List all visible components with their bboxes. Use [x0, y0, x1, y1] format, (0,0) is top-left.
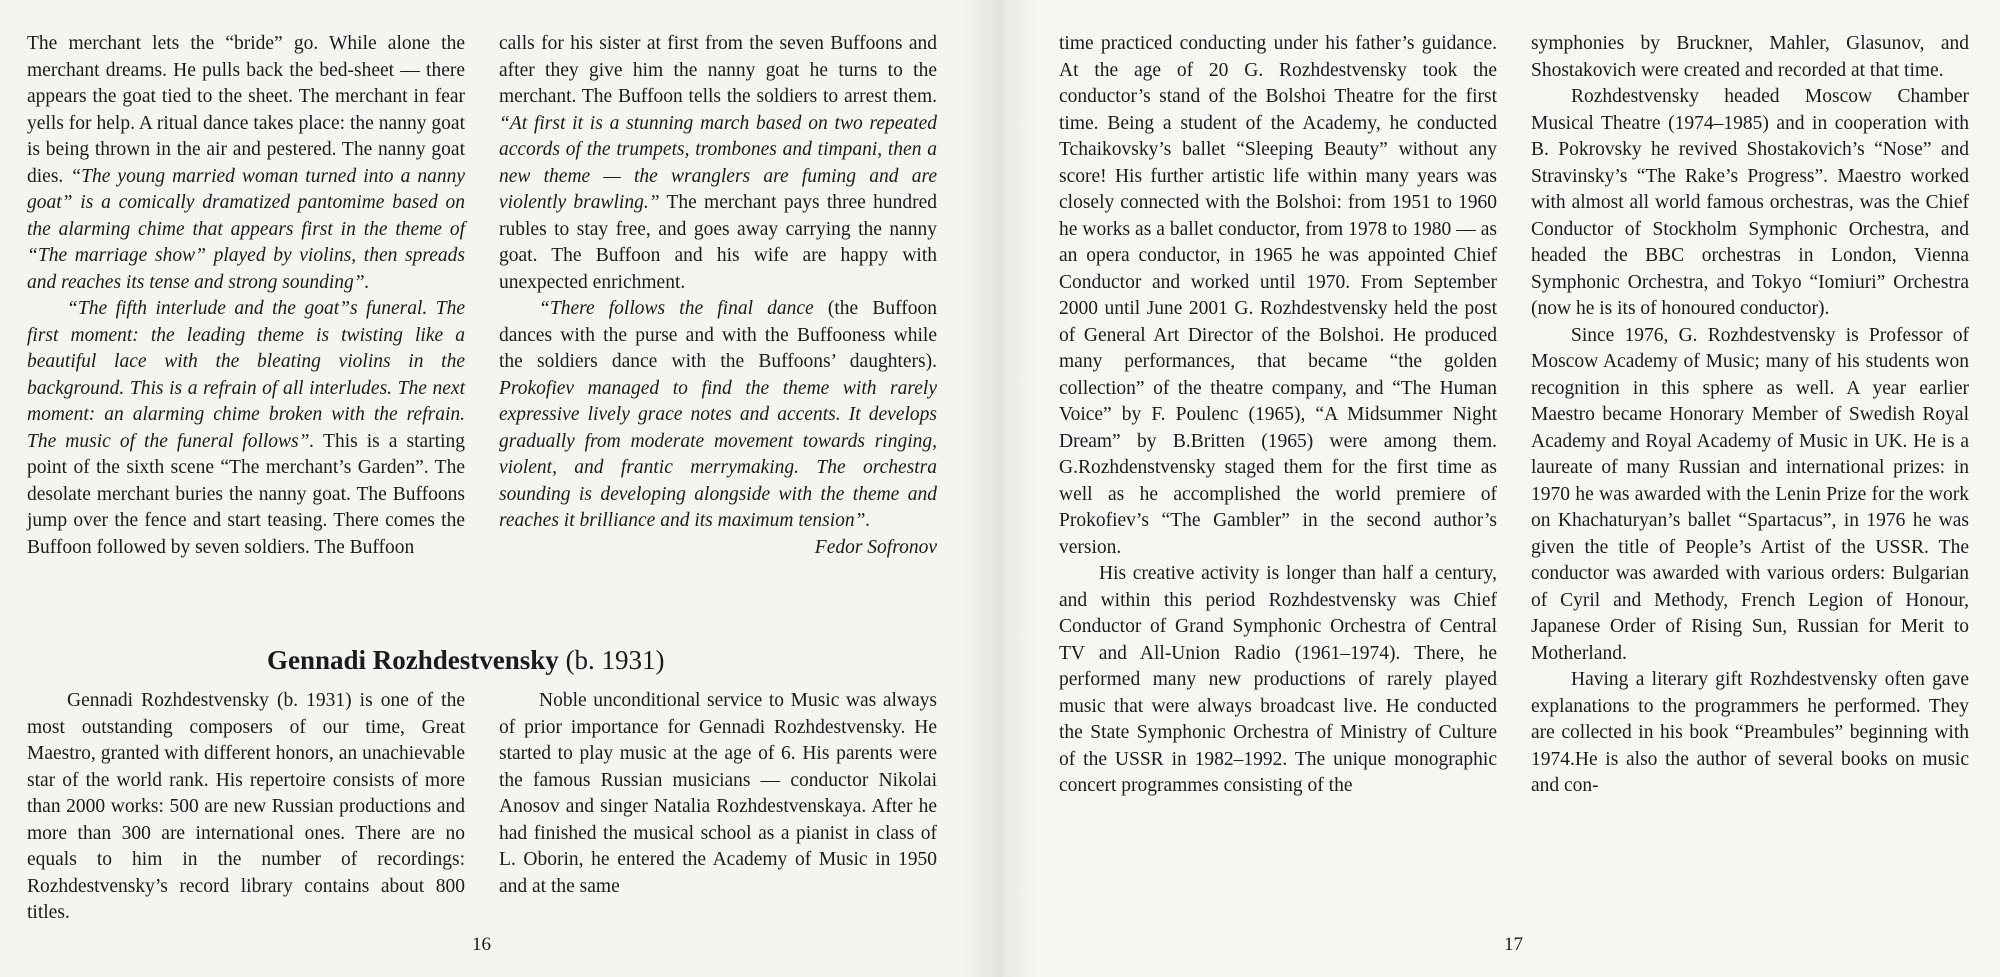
bio-paragraph: His creative activity is longer than half a century, and within this period Rozhdestvensky was Chief Conductor of Grand Symphonic Orchestra of Central TV and All-Union Radio (1961–1974). There, he performed many new productions of rarely played music that were always broadcast live. He conducted the State Symphonic Orchestra of Ministry of Culture of the USSR in 1982–1992. The unique monographic concert programmes consisting of the — [1059, 563, 1497, 796]
right-page — [1000, 0, 2000, 977]
bio-column-4 — [1531, 31, 1969, 800]
bio-paragraph: symphonies by Bruckner, Mahler, Glasunov, and Shostakovich were created and recorded at that time. — [1531, 33, 1969, 81]
bio-paragraph: Gennadi Rozhdestvensky (b. 1931) is one of the most outstanding composers of our time, Great Maestro, granted with different honors, an unachievable star of the world rank. His repertoire consists of more than 2000 works: 500 are new Russian productions and more than 300 are international ones. There are no equals to him in the number of recordings: Rozhdestvensky’s record library contains about 800 titles. — [27, 690, 465, 923]
page-number: 17 — [1504, 934, 1523, 955]
bio-paragraph: time practiced conducting under his father’s guidance. At the age of 20 G. Rozhdestvensky took the conductor’s stand of the Bolshoi Theatre for the first time. Being a student of the Academy, he conducted Tchaikovsky’s ballet “Sleeping Beauty” without any score! His further artistic life within many years was closely connected with the Bolshoi: from 1951 to 1960 he works as a ballet conductor, from 1978 to 1980 — as an opera conductor, in 1965 he was appointed Chief Conductor and worked until 1970. From September 2000 until June 2001 G. Rozhdestvensky held the post of General Art Director of the Bolshoi. He produced many performances, that became “the golden collection” of the theatre company, and “The Human Voice” by F. Poulenc (1965), “A Midsummer Night Dream” by B.Britten (1965) were among them. G.Rozhdenstvensky staged them for the first time as well as he accomplished the world premiere of Prokofiev’s “The Gambler” in the second author’s version. — [1059, 33, 1497, 558]
section-heading — [267, 644, 665, 676]
bio-paragraph: Since 1976, G. Rozhdestvensky is Professor of Moscow Academy of Music; many of his students won recognition in this sphere as well. A year earlier Maestro became Honorary Member of Swedish Royal Academy and Royal Academy of Music in UK. He is a laureate of many Russian and international prizes: in 1970 he was awarded with the Lenin Prize for the work on Khachaturyan’s ballet “Spartacus”, in 1976 he was given the title of People’s Artist of the USSR. The conductor was awarded with various orders: Bulgarian of Cyril and Methody, French Legion of Honour, Japanese Order of Rising Sun, Russian for Merit to Motherland. — [1531, 324, 1969, 664]
heading-years: (b. 1931) — [558, 645, 665, 675]
heading-name: Gennadi Rozhdestvensky — [267, 645, 559, 675]
bio-column-2 — [499, 688, 937, 900]
bio-paragraph: Having a literary gift Rozhdestvensky often gave explanations to the programmers he performed. They are collected in his book “Preambules” beginning with 1974.He is also the author of several books on music and con- — [1531, 669, 1969, 796]
bio-column-1 — [27, 688, 465, 927]
bio-paragraph: Rozhdestvensky headed Moscow Chamber Musical Theatre (1974–1985) and in cooperation with B. Pokrovsky he revived Shostakovich’s “Nose” and Stravinsky’s “The Rake’s Progress”. Maestro worked with almost all world famous orchestras, was the Chief Conductor of Stockholm Symphonic Orchestra, and headed the BBC orchestras in London, Vienna Symphonic Orchestra, and Tokyo “Iomiuri” Orchestra (now he is its of honoured conductor). — [1531, 86, 1969, 319]
bio-paragraph: Noble unconditional service to Music was always of prior importance for Gennadi Rozhdestvensky. He started to play music at the age of 6. His parents were the famous Russian musicians — conductor Nikolai Anosov and singer Natalia Rozhdestvenskaya. After he had finished the musical school as a pianist in class of L. Oborin, he entered the Academy of Music in 1950 and at the same — [499, 690, 937, 897]
book-gutter — [960, 0, 1040, 977]
page-number: 16 — [472, 934, 491, 955]
story-paragraph: “The fifth interlude and the goat”s funeral. The first moment: the leading theme is twisting like a beautiful lace with the bleating violins in the background. This is a refrain of all interludes. The next moment: an alarming chime broken with the refrain. The music of the funeral follows”. This is a starting point of the sixth scene “The merchant’s Garden”. The desolate merchant buries the nanny goat. The Buffoons jump over the fence and start teasing. There comes the Buffoon followed by seven soldiers. The Buffoon — [27, 298, 466, 558]
story-paragraph: “There follows the final dance (the Buffoon dances with the purse and with the Buffooness while the soldiers dance with the Buffoons’ daughters). Prokofiev managed to find the theme with rarely expressive lively grace notes and accents. It develops gradually from moderate movement towards ringing, violent, and frantic merrymaking. The orchestra sounding is developing alongside with the theme and reaches it brilliance and its maximum tension”. — [499, 298, 937, 531]
story-column-1 — [27, 31, 465, 561]
story-paragraph: The merchant lets the “bride” go. While alone the merchant dreams. He pulls back the bed-sheet — there appears the goat tied to the sheet. The merchant in fear yells for help. A ritual dance takes place: the nanny goat is being thrown in the air and pestered. The nanny goat dies. “The young married woman turned into a nanny goat” is a comically dramatized pantomime based on the alarming chime that appears first in the theme of “The marriage show” played by violins, then spreads and reaches its tense and strong sounding”. — [27, 33, 465, 293]
author-signature: Fedor Sofronov — [814, 536, 937, 558]
bio-column-3 — [1059, 31, 1497, 800]
story-paragraph: calls for his sister at first from the seven Buffoons and after they give him the nanny goat he turns to the merchant. The Buffoon tells the soldiers to arrest them. “At first it is a stunning march based on two repeated accords of the trumpets, trombones and timpani, then a new theme — the wranglers are fuming and are violently brawling.” The merchant pays three hundred rubles to stay free, and goes away carrying the nanny goat. The Buffoon and his wife are happy with unexpected enrichment. — [499, 33, 937, 293]
story-column-2 — [499, 31, 937, 561]
